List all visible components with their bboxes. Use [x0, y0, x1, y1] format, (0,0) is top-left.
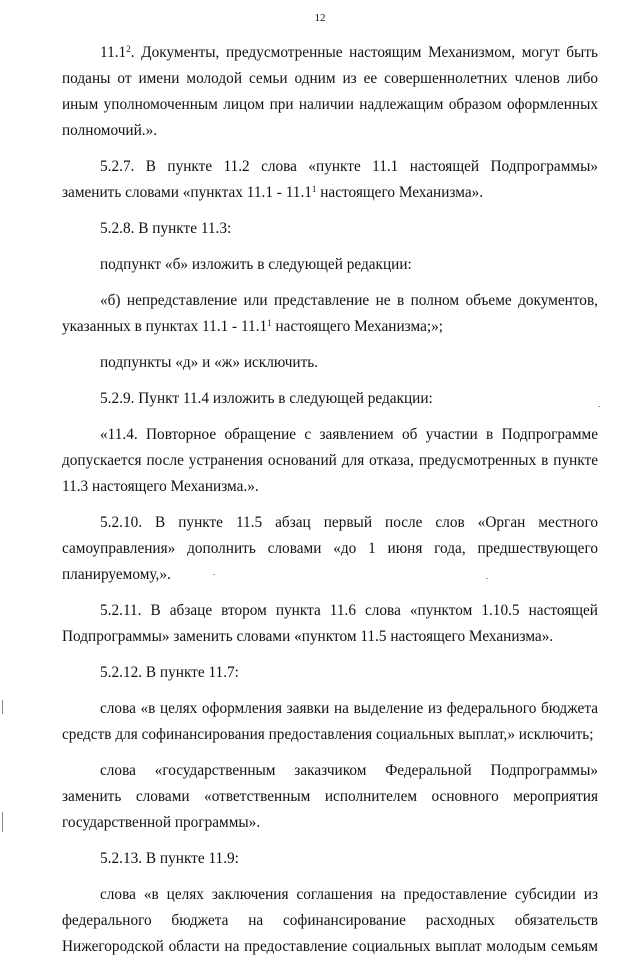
- paragraph: [62, 660, 598, 686]
- scan-margin-mark: [2, 700, 3, 714]
- scan-speck: [598, 406, 600, 407]
- paragraph-text: 5.2.7. В пункте 11.2 слова «пункте 11.1 настоящей Подпрограммы» заменить словами «пунктах 11.1 - 11.1: [62, 158, 598, 201]
- paragraph-text: 5.2.11. В абзаце втором пункта 11.6 слова «пунктом 1.10.5 настоящей Подпрограммы» заменить словами «пунктом 11.5 настоящего Механизма».: [62, 602, 598, 645]
- paragraph-text: 5.2.12. В пункте 11.7:: [100, 664, 239, 681]
- paragraph-text: 11.1: [100, 44, 127, 61]
- paragraph-text: слова «в целях оформления заявки на выделение из федерального бюджета средств для софинансирования предоставления социальных выплат,» исключить;: [62, 700, 598, 743]
- paragraph: [62, 252, 598, 278]
- scan-speck: [486, 578, 488, 579]
- paragraph-text: слова «государственным заказчиком Федеральной Подпрограммы» заменить словами «ответственным исполнителем основного мероприятия государственной программы».: [62, 762, 598, 831]
- paragraph-text: 5.2.10. В пункте 11.5 абзац первый после слов «Орган местного самоуправления» дополнить словами «до 1 июня года, предшествующего планируемому,».: [62, 514, 598, 583]
- paragraph-text: 5.2.8. В пункте 11.3:: [100, 220, 232, 237]
- paragraph: [62, 422, 598, 500]
- paragraph-text: 5.2.9. Пункт 11.4 изложить в следующей редакции:: [100, 390, 433, 407]
- scan-margin-mark: [2, 812, 3, 832]
- paragraph-text: 5.2.13. В пункте 11.9:: [100, 850, 239, 867]
- paragraph-text: «11.4. Повторное обращение с заявлением об участии в Подпрограмме допускается после устранения оснований для отказа, предусмотренных в пункте 11.3 настоящего Механизма.».: [62, 426, 598, 495]
- paragraph-text: подпункт «б» изложить в следующей редакции:: [100, 256, 412, 273]
- paragraph: [62, 386, 598, 412]
- paragraph: [62, 846, 598, 872]
- paragraph-text: настоящего Механизма».: [316, 184, 484, 201]
- paragraph: [62, 350, 598, 376]
- document-body: [62, 40, 598, 960]
- paragraph: [62, 288, 598, 340]
- paragraph-text: настоящего Механизма;»;: [271, 318, 444, 335]
- paragraph-text: «б) непредставление или представление не в полном объеме документов, указанных в пунктах 11.1 - 11.1: [62, 292, 598, 335]
- paragraph-text: слова «в целях заключения соглашения на предоставление субсидии из федерального бюджета на софинансирование расходных обязательств Нижегородской области на предоставление социальных выплат молодым семьям: [62, 886, 598, 955]
- superscript: 1: [311, 184, 317, 194]
- paragraph: [62, 216, 598, 242]
- superscript: 2: [126, 44, 131, 54]
- paragraph-text: подпункты «д» и «ж» исключить.: [100, 354, 319, 371]
- paragraph: [62, 696, 598, 748]
- paragraph: [62, 598, 598, 650]
- paragraph: [62, 510, 598, 588]
- superscript: 1: [267, 318, 272, 328]
- page-number: 12: [314, 12, 326, 24]
- paragraph: [62, 758, 598, 836]
- paragraph: [62, 882, 598, 960]
- paragraph: [62, 154, 598, 206]
- paragraph-text: . Документы, предусмотренные настоящим Механизмом, могут быть поданы от имени молодой семьи одним из ее совершеннолетних членов либо иным уполномоченным лицом при наличии надлежащим образом оформленных полномочий.».: [62, 44, 598, 139]
- paragraph: [62, 40, 598, 144]
- scan-speck: [213, 574, 215, 575]
